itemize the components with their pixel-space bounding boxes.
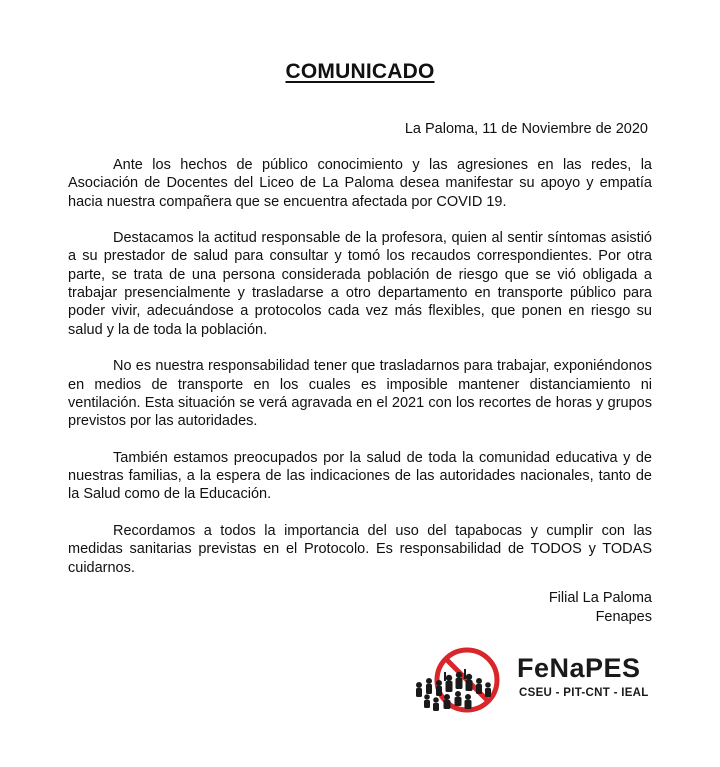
fenapes-logo [405, 645, 655, 720]
signature-line-1: Filial La Paloma [548, 590, 652, 606]
paragraph-3: No es nuestra responsabilidad tener que trasladarnos para trabajar, exponiéndonos en medios de transporte en los cuales es imposible mantener distanciamiento ni ventilación. Esta situación se verá agravada en el 2021 con los recortes de horas y grupos previstos por las autoridades. [68, 358, 652, 430]
paragraph-4: También estamos preocupados por la salud de toda la comunidad educativa y de nuestras familias, a la espera de las indicaciones de las autoridades nacionales, tanto de la Salud como de la Educación. [68, 449, 652, 503]
paragraph-2: Destacamos la actitud responsable de la profesora, quien al sentir síntomas asistió a su prestador de salud para consultar y tomó los recaudos correspondientes. Por otra parte, se trata de una persona considerada población de riesgo que se vió obligada a trabajar presencialmente y trasladarse a otro departamento en transporte público para poder vivir, adecuándose a protocolos cada vez más flexibles, que ponen en riesgo su salud y la de toda la población. [68, 230, 652, 338]
paragraph-5: Recordamos a todos la importancia del uso del tapabocas y cumplir con las medidas sanitarias previstas en el Protocolo. Es responsabilidad de TODOS y TODAS cuidarnos. [68, 522, 652, 576]
paragraph-1: Ante los hechos de público conocimiento y las agresiones en las redes, la Asociación de Docentes del Liceo de La Paloma desea manifestar su apoyo y empatía hacia nuestra compañera que se encuentra afectada por COVID 19. [68, 157, 652, 210]
document-body [68, 156, 652, 595]
logo-name: FeNaPES [517, 653, 641, 683]
crowd-in-red-circle-icon [405, 645, 515, 720]
document-title: COMUNICADO [285, 60, 435, 83]
signature-line-2: Fenapes [595, 608, 652, 625]
date-line: La Paloma, 11 de Noviembre de 2020 [404, 121, 648, 137]
logo-subtitle: CSEU - PIT-CNT - IEAL [519, 687, 649, 699]
signature-block [549, 589, 652, 626]
